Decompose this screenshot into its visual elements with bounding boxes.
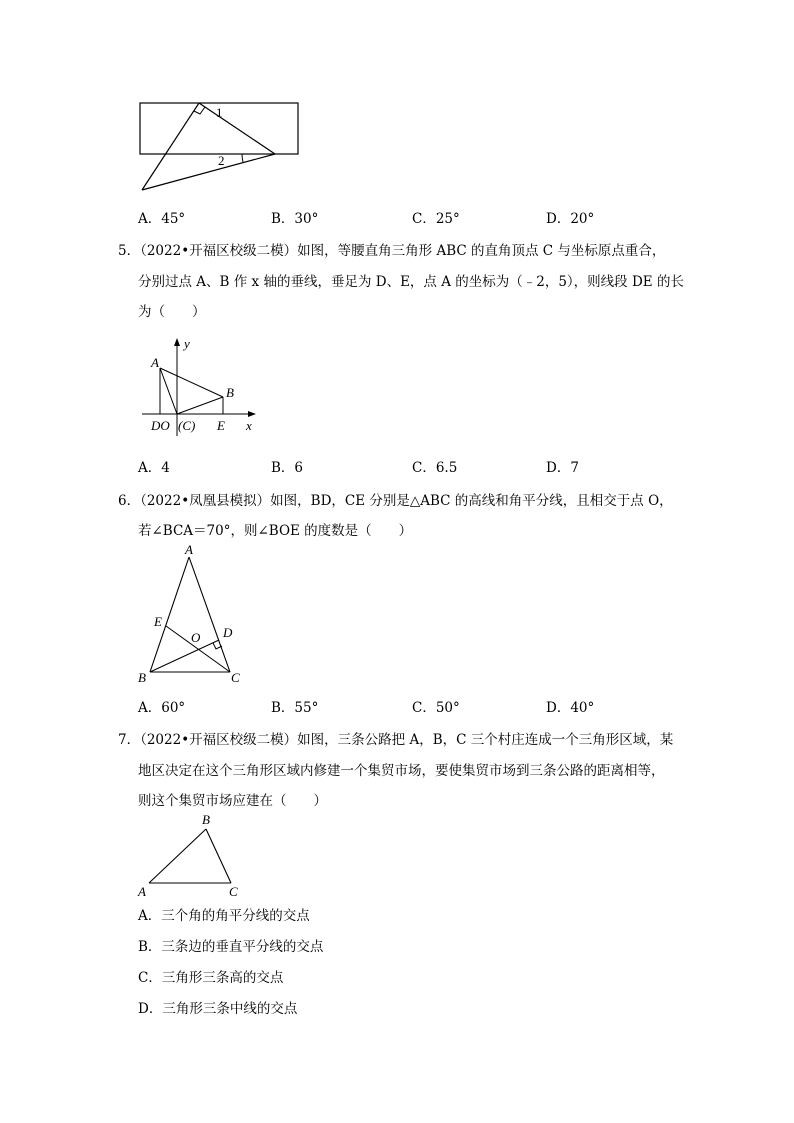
side-ac	[189, 557, 230, 672]
q5-figure	[138, 330, 268, 440]
q6-option-b: B．55°	[271, 700, 319, 716]
angle-2-arc	[242, 154, 243, 162]
point-b-label: B	[138, 670, 146, 685]
y-axis-arrow	[174, 338, 180, 346]
q6-text-line2: 若∠BCA＝70°，则∠BOE 的度数是（ ）	[138, 523, 413, 539]
angle-2-label: 2	[218, 153, 225, 168]
y-axis-label: y	[184, 336, 190, 351]
q5-text-line3: 为（ ）	[138, 304, 206, 320]
angle-1-label: 1	[216, 105, 223, 120]
point-c-label: (C)	[178, 418, 196, 433]
q5-option-a: A．4	[138, 460, 170, 476]
q5-option-c: C．6.5	[412, 460, 458, 476]
village-a-label: A	[138, 884, 146, 899]
q6-option-c: C．50°	[412, 700, 460, 716]
q5-text-line2: 分别过点 A、B 作 x 轴的垂线，垂足为 D、E，点 A 的坐标为（﹣2，5），则线段 DE 的长	[138, 274, 684, 290]
q7-text-line3: 则这个集贸市场应建在（ ）	[138, 793, 327, 809]
village-b-label: B	[202, 812, 210, 827]
q4-option-a: A．45°	[138, 211, 186, 227]
q4-option-c: C．25°	[412, 211, 460, 227]
q6-option-a: A．60°	[138, 700, 186, 716]
q5-text-line1: 5．（2022•开福区校级二模）如图，等腰直角三角形 ABC 的直角顶点 C 与坐标原点重合，	[118, 243, 666, 259]
triangle-side-right	[199, 103, 275, 154]
q4-option-d: D．20°	[546, 211, 595, 227]
q4-option-b: B．30°	[271, 211, 319, 227]
point-b-label: B	[226, 385, 234, 400]
q6-option-d: D．40°	[546, 700, 595, 716]
q7-option-d: D．三角形三条中线的交点	[138, 1001, 298, 1017]
road-bc	[206, 829, 231, 883]
segment-bc	[177, 397, 223, 414]
q7-option-b: B．三条边的垂直平分线的交点	[138, 939, 324, 955]
point-do-label: DO	[151, 418, 170, 433]
point-e-label: E	[154, 614, 162, 629]
x-axis-arrow	[248, 411, 256, 417]
q4-figure	[130, 95, 310, 200]
q6-figure	[133, 542, 253, 687]
point-a-label: A	[185, 542, 193, 557]
q7-text-line1: 7．（2022•开福区校级二模）如图，三条公路把 A，B，C 三个村庄连成一个三角形区域，某	[118, 732, 674, 748]
altitude-bd	[150, 640, 219, 672]
q7-option-a: A．三个角的角平分线的交点	[138, 908, 310, 924]
point-a-label: A	[151, 355, 159, 370]
q6-text-line1: 6．（2022•凤凰县模拟）如图，BD，CE 分别是△ABC 的高线和角平分线，且相交于点 O，	[118, 493, 673, 509]
point-e-label: E	[217, 418, 225, 433]
point-c-label: C	[231, 670, 240, 685]
road-ab	[149, 829, 206, 883]
q7-option-c: C．三角形三条高的交点	[138, 970, 284, 986]
x-axis-label: x	[246, 418, 252, 433]
q5-option-d: D．7	[546, 460, 579, 476]
q7-text-line2: 地区决定在这个三角形区域内修建一个集贸市场，要使集贸市场到三条公路的距离相等，	[138, 763, 665, 779]
village-c-label: C	[229, 884, 238, 899]
q5-option-b: B．6	[271, 460, 304, 476]
point-o-label: O	[191, 630, 201, 645]
q7-figure	[135, 810, 250, 900]
point-d-label: D	[223, 625, 233, 640]
